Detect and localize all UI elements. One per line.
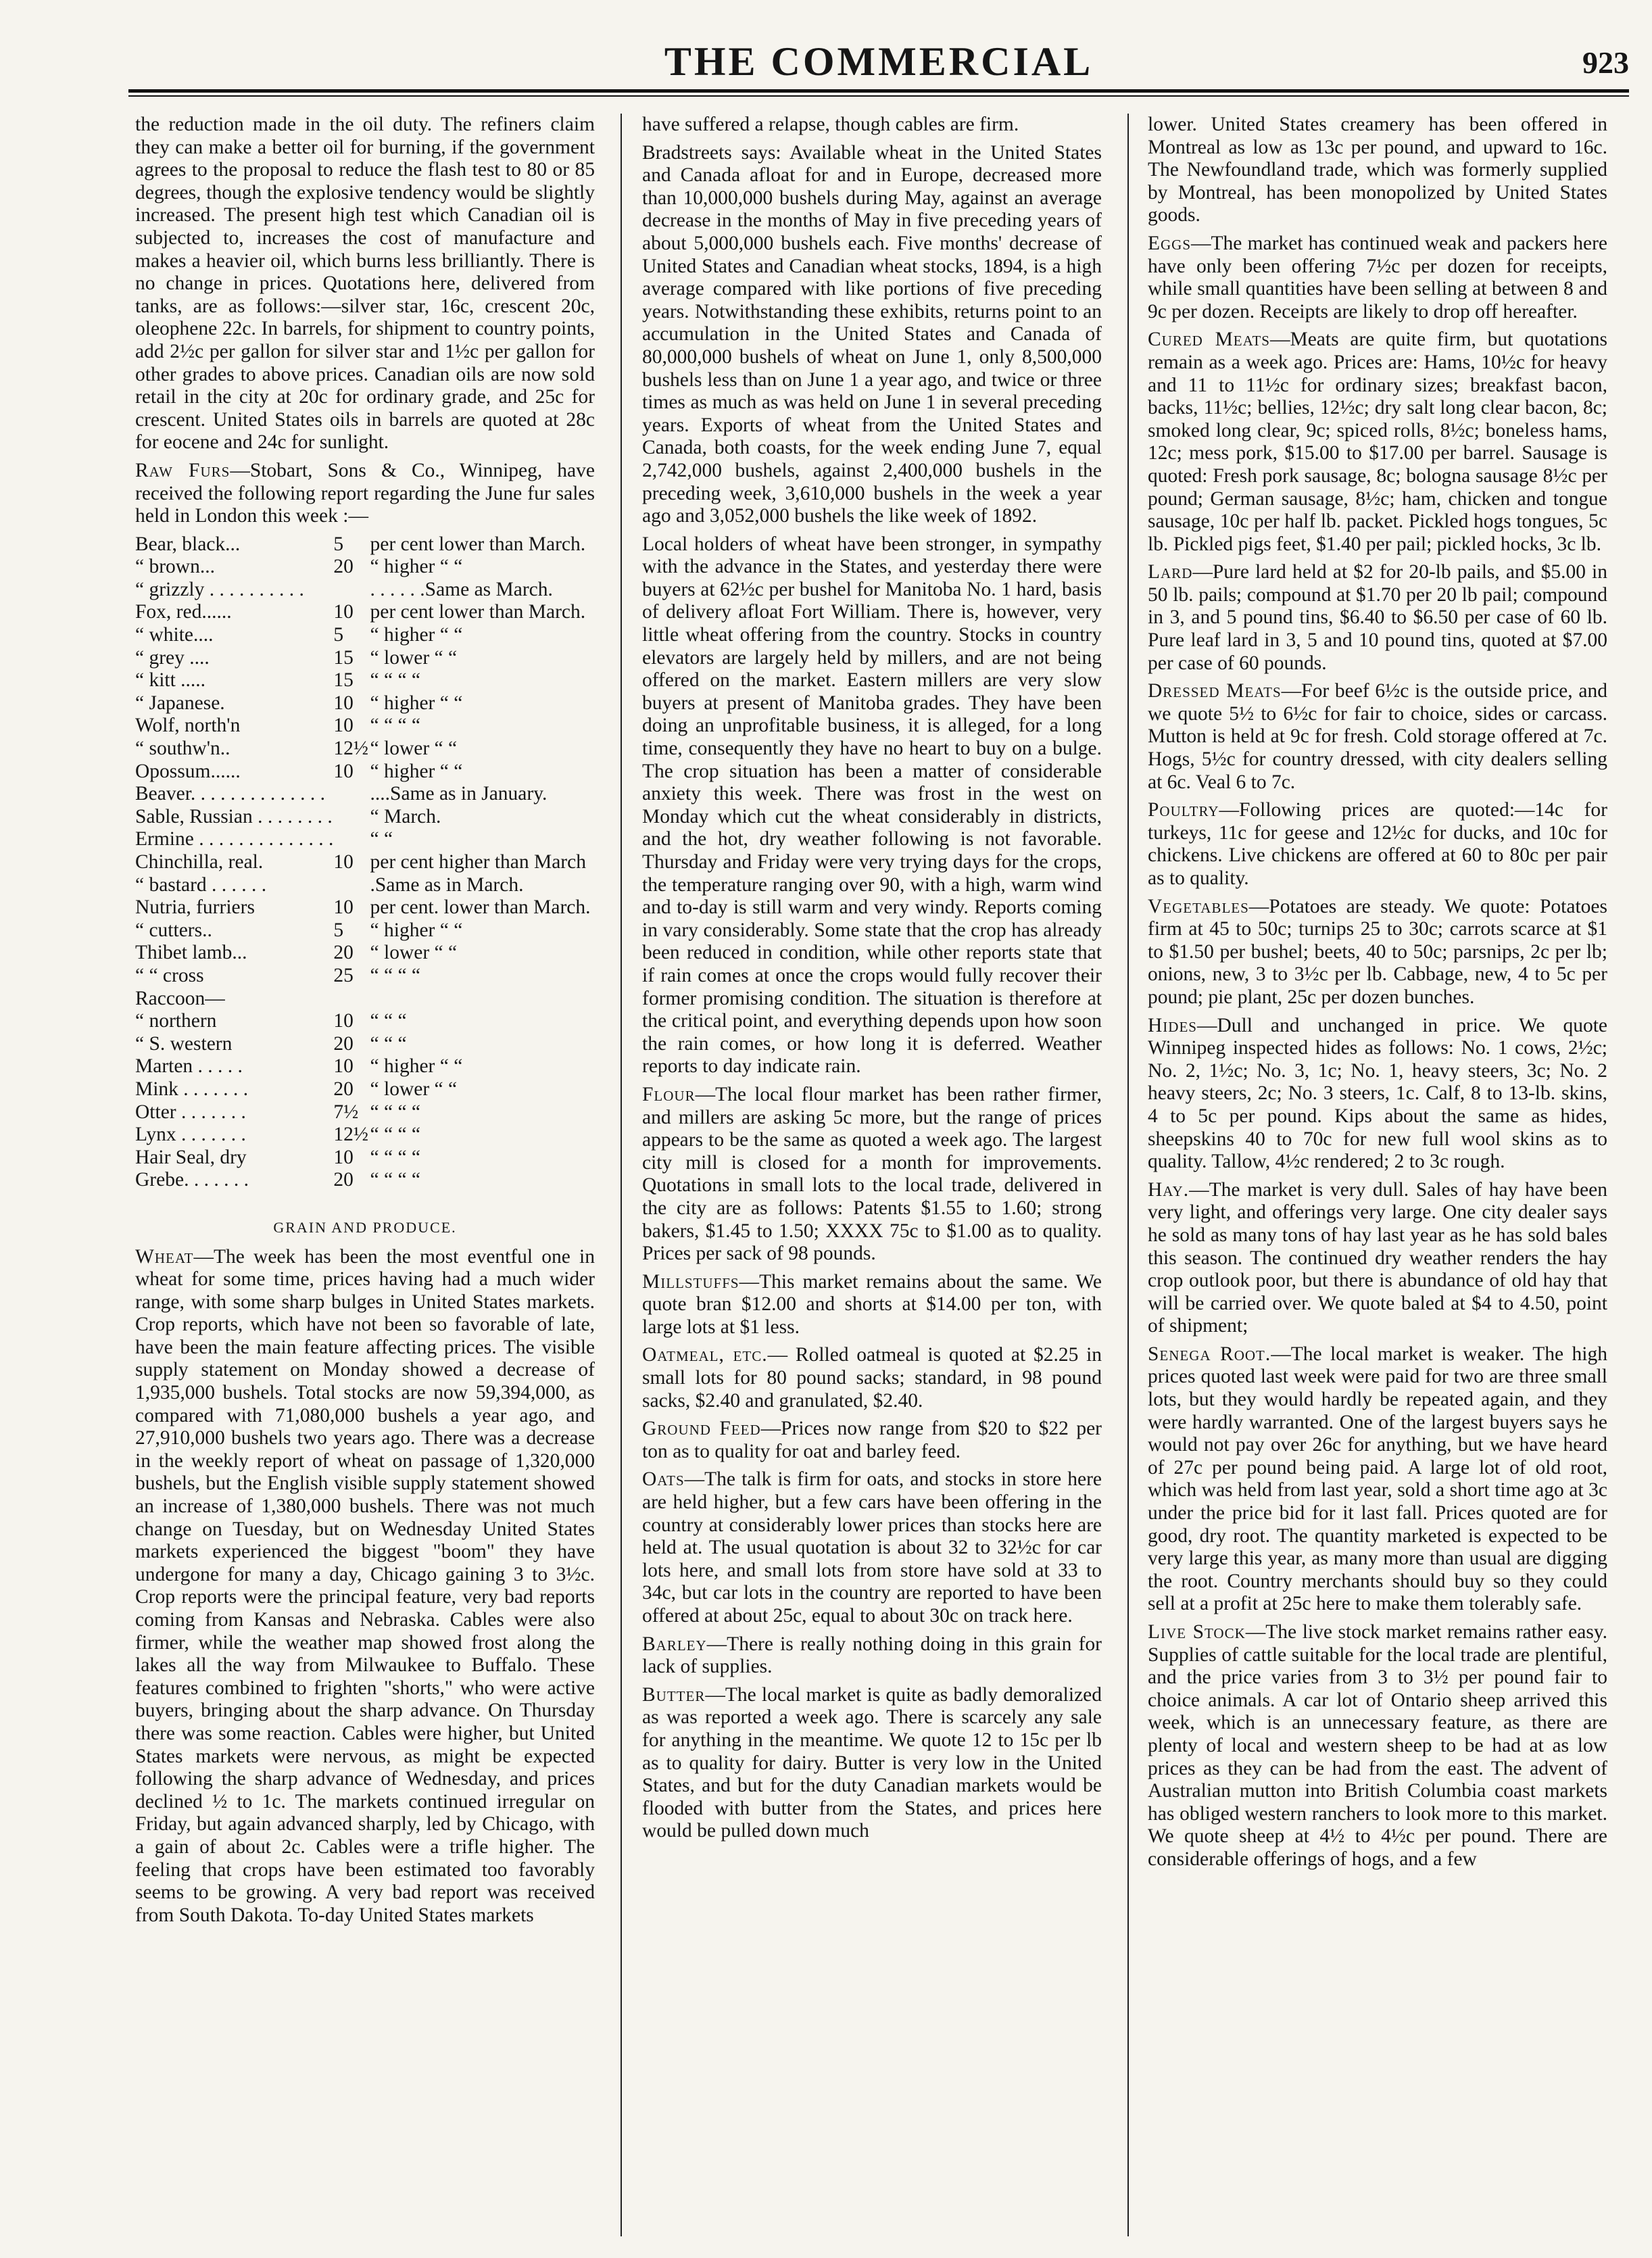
fur-change: “ lower “ “ — [370, 942, 458, 964]
section-heading: GRAIN AND PRODUCE. — [273, 1218, 457, 1236]
fur-name: Fox, red...... — [135, 601, 232, 623]
fur-change: “ higher “ “ — [370, 556, 463, 578]
fur-row — [135, 919, 595, 942]
header-rule-thin — [128, 95, 1629, 97]
hides-heading: Hides — [1148, 1014, 1197, 1036]
fur-percent: 10 — [333, 1010, 354, 1032]
fur-row — [135, 669, 595, 692]
fur-row — [135, 965, 595, 988]
fur-percent — [333, 806, 370, 829]
wheat-heading: Wheat — [135, 1245, 194, 1268]
fur-percent: 7½ — [333, 1101, 359, 1123]
fur-percent: 12½ — [333, 1124, 368, 1146]
newspaper-title: THE COMMERCIAL — [664, 39, 1094, 84]
page-number: 923 — [1582, 45, 1629, 80]
fur-change: “ “ “ “ — [370, 715, 421, 737]
fur-percent — [333, 988, 370, 1011]
barley-heading: Barley — [642, 1633, 707, 1655]
fur-row — [135, 1169, 595, 1192]
fur-change: “ higher “ “ — [370, 1055, 463, 1078]
fur-row — [135, 761, 595, 784]
fur-percent: 20 — [333, 1169, 354, 1191]
fur-row — [135, 647, 595, 670]
eggs-text: —The market has continued weak and packers here have only been offering 7½c per dozen for receipts, while small quantities have been selling at between 8 and 9c per dozen. Receipts are likely to drop off hereafter. — [1148, 232, 1607, 322]
fur-name: “ S. western — [135, 1032, 233, 1055]
fur-name: Ermine . . . . . . . . . . . . . . — [135, 828, 334, 850]
raw-furs-text: —Stobart, Sons & Co., Winnipeg, have received the following report regarding the June fur sales held in London this week :— — [135, 459, 595, 527]
cured-meats-paragraph — [1148, 329, 1607, 556]
fur-change: “ “ “ “ — [370, 1124, 421, 1146]
fur-change: per cent. lower than March. — [370, 896, 591, 919]
cured-meats-text: —Meats are quite firm, but quotations remain as a week ago. Prices are: Hams, 10½c for heavy and 11 to 11½c for ordinary sizes; breakfast bacon, backs, 11½c; bellies, 12½c; dry salt long clear bacon, 8c; smoked long clear, 9c; spiced rolls, 8½c; boneless hams, 12c; mess pork, $15.00 to $17.00 per barrel. Sausage is quoted: Fresh pork sausage, 8c; bologna sausage 8½c per pound; German sausage, 8½c; ham, chicken and tongue sausage, 10c per half lb. packet. Pickled hogs tongues, 5c lb. Pickled pigs feet, $1.40 per pail; pickled hocks, 3c lb. — [1148, 329, 1607, 555]
fur-name: Marten . . . . . — [135, 1055, 243, 1078]
ground-feed-paragraph — [642, 1418, 1102, 1463]
fur-percent — [333, 783, 370, 806]
fur-name: “ kitt ..... — [135, 669, 206, 692]
fur-row — [135, 896, 595, 919]
column-1 — [135, 114, 595, 2236]
column-divider-1 — [621, 114, 622, 2236]
fur-name: “ grizzly . . . . . . . . . . — [135, 578, 304, 600]
millstuffs-heading: Millstuffs — [642, 1270, 739, 1293]
fur-name: “ southw'n.. — [135, 738, 230, 760]
eggs-paragraph — [1148, 233, 1607, 323]
fur-change: “ “ “ “ — [370, 964, 421, 986]
column-divider-2 — [1127, 114, 1129, 2236]
fur-name: Grebe. . . . . . . — [135, 1169, 249, 1191]
butter-heading: Butter — [642, 1683, 706, 1706]
fur-change: . . . . . .Same as March. — [370, 578, 553, 600]
fur-percent: 10 — [333, 692, 354, 714]
butter-paragraph — [642, 1684, 1102, 1843]
hay-paragraph — [1148, 1179, 1607, 1338]
fur-change: “ higher “ “ — [370, 760, 463, 782]
fur-row — [135, 738, 595, 761]
fur-row — [135, 942, 595, 965]
flour-heading: Flour — [642, 1083, 696, 1105]
oatmeal-heading: Oatmeal, etc. — [642, 1344, 768, 1366]
barley-text: —There is really nothing doing in this grain for lack of supplies. — [642, 1633, 1102, 1678]
oats-text: —The talk is firm for oats, and stocks in store here are held higher, but a few cars have been offering in the country at considerably lower prices than stocks here are held at. The usual quotation is about 32 to 32½c for car lots here, and small lots from store have sold at 33 to 34c, but car lots in the country are reported to have been offered at about 25c, equal to about 30c on track here. — [642, 1468, 1102, 1627]
lard-paragraph — [1148, 561, 1607, 675]
fur-percent: 20 — [333, 1032, 354, 1055]
ground-feed-text: —Prices now range from $20 to $22 per ton as to quality for oat and barley feed. — [642, 1418, 1102, 1462]
fur-name: “ bastard . . . . . . — [135, 873, 267, 896]
fur-name: “ brown... — [135, 556, 215, 578]
fur-change: .Same as in March. — [370, 873, 524, 896]
fur-percent: 10 — [333, 601, 354, 623]
fur-row — [135, 579, 595, 602]
fur-percent: 15 — [333, 669, 354, 692]
fur-name: Thibet lamb... — [135, 942, 247, 964]
butter-text: —The local market is quite as badly demoralized as was reported a week ago. There is scarcely any sale for anything in the meantime. We quote 12 to 15c per lb as to quality for dairy. Butter is very low in the United States, and but for the duty Canadian markets would be flooded with butter from the States, and prices here would be pulled down much — [642, 1683, 1102, 1842]
senega-root-text: —The local market is weaker. The high prices quoted last week were paid for two are three small lots, but they would hardly be repeated again, and they were hardly warranted. One of the largest buyers says he would not pay over 26c for anything, but we have heard of 27c per pound being paid. A large lot of old root, which was held from last year, sold a short time ago at 3c under the price bid for it last fall. Prices quoted are for good, dry root. The quantity marketed is expected to be very large this year, as many more than usual are digging the root. Country merchants should buy so they could sell at a profit at 25c here to make them tolerably safe. — [1148, 1343, 1607, 1615]
eggs-heading: Eggs — [1148, 232, 1192, 254]
oatmeal-paragraph — [642, 1344, 1102, 1412]
fur-percent: 10 — [333, 715, 354, 737]
masthead — [128, 39, 1629, 84]
fur-change: per cent higher than March — [370, 851, 586, 873]
fur-name: Lynx . . . . . . . — [135, 1124, 246, 1146]
wheat-continued: have suffered a relapse, though cables are firm. — [642, 114, 1019, 135]
dressed-meats-heading: Dressed Meats — [1148, 680, 1282, 702]
fur-name: Beaver. . . . . . . . . . . . . . — [135, 783, 326, 805]
fur-change: “ “ “ — [370, 1010, 407, 1032]
fur-percent: 20 — [333, 1078, 354, 1100]
live-stock-text: —The live stock market remains rather easy. Supplies of cattle suitable for the local trade are plentiful, and the price varies from 3 to 3½ per pound fair to choice animals. A car lot of Ontario sheep arrived this week, which is an unnecessary feature, as there are plenty of local and western sheep to be had at as low prices as they can be had from the east. The advent of Australian mutton into British Columbia coast markets has obliged western ranchers to look more to this market. We quote sheep at 4½ to 4½c per pound. There are considerable offerings of hogs, and a few — [1148, 1621, 1607, 1870]
fur-change: “ “ “ “ — [370, 1101, 421, 1123]
fur-row — [135, 828, 595, 851]
column-3 — [1148, 114, 1607, 2236]
fur-change: ....Same as in January. — [370, 783, 548, 805]
fur-percent: 15 — [333, 646, 354, 669]
header-rule-thick — [128, 89, 1629, 93]
fur-row — [135, 1010, 595, 1033]
fur-percent: 5 — [333, 533, 344, 555]
flour-paragraph — [642, 1084, 1102, 1266]
hay-text: —The market is very dull. Sales of hay have been very light, and offerings very large. One city dealer says he sold as many tons of hay last year as he has sold bales this season. The continued dry weather renders the hay crop outlook poor, but there is abundance of old hay that will be carried over. We quote baled at $4 to 4.50, point of shipment; — [1148, 1178, 1607, 1337]
fur-row — [135, 988, 595, 1011]
fur-change — [370, 988, 595, 1011]
fur-percent — [333, 874, 370, 897]
fur-row — [135, 1078, 595, 1101]
fur-percent: 12½ — [333, 738, 368, 760]
fur-name: Hair Seal, dry — [135, 1146, 247, 1168]
fur-percent: 10 — [333, 896, 354, 919]
fur-percent: 10 — [333, 1055, 354, 1078]
poultry-heading: Poultry — [1148, 799, 1219, 821]
fur-percent — [333, 579, 370, 602]
barley-paragraph — [642, 1633, 1102, 1679]
fur-percent: 10 — [333, 1146, 354, 1168]
hides-text: —Dull and unchanged in price. We quote Winnipeg inspected hides as follows: No. 1 cows, 2½c; No. 2, 1½c; No. 3, 1c; No. 1, heavy steers, 3c; No. 2 heavy steers, 2c; No. 3 steers, 1c. Calf, 8 to 13-lb. skins, 4 to 5c per pound. Kips about the same as hides, sheepskins 40 to 70c for new full wool skins as to quality. Tallow, 4½c rendered; 2 to 3c rough. — [1148, 1014, 1607, 1173]
fur-change: “ higher “ “ — [370, 692, 463, 714]
fur-change: “ lower “ “ — [370, 1078, 458, 1100]
fur-percent: 10 — [333, 851, 354, 873]
fur-row — [135, 1147, 595, 1170]
oatmeal-text: — Rolled oatmeal is quoted at $2.25 in small lots for 80 pound sacks; standard, in 98 pound sacks, $2.40 and granulated, $2.40. — [642, 1344, 1102, 1412]
ground-feed-heading: Ground Feed — [642, 1418, 761, 1440]
fur-name: “ white.... — [135, 624, 214, 646]
flour-text: —The local flour market has been rather firmer, and millers are asking 5c more, but the range of prices appears to be the same as quoted a week ago. The largest city mill is closed for a month for improvements. Quotations in small lots to the local trade, delivered in the city are as follows: Patents $1.55 to 1.60; strong bakers, $1.45 to 1.50; XXXX 75c to $1.00 as to quality. Prices per sack of 98 pounds. — [642, 1083, 1102, 1265]
fur-change: “ “ “ “ — [370, 1169, 421, 1191]
fur-row — [135, 692, 595, 715]
fur-prices-table — [135, 533, 595, 1192]
fur-percent: 5 — [333, 919, 344, 941]
vegetables-text: —Potatoes are steady. We quote: Potatoes firm at 45 to 50c; turnips 25 to 30c; carrots scarce at $1 to $1.50 per bushel; beets, 40 to 50c; parsnips, 2c per lb; onions, new, 3 to 3½c per lb. Cabbage, new, 4 to 5c per pound; pie plant, 25c per dozen bunches. — [1148, 895, 1607, 1008]
poultry-text: —Following prices are quoted:—14c for turkeys, 11c for geese and 12½c for ducks, and 10c for chickens. Live chickens are offered at 60 to 80c per pair as to quality. — [1148, 799, 1607, 889]
fur-percent: 20 — [333, 942, 354, 964]
oil-paragraph: the reduction made in the oil duty. The refiners claim they can make a better oil for burning, if the government agrees to the proposal to reduce the flash test to 80 or 85 degrees, though the explosive tendency would be slightly increased. The present high test which Canadian oil is subjected to, increases the cost of manufacture and makes a heavier oil, which burns less brilliantly. There is no change in prices. Quotations here, delivered from tanks, are as follows:—silver star, 16c, crescent 20c, oleophene 22c. In barrels, for shipment to country points, add 2½c per gallon for silver star and 1½c per gallon for other grades to above prices. Canadian oils are now sold retail in the city at 20c for ordinary grade, and 25c for crescent. United States oils in barrels are quoted at 28c for eocene and 24c for sunlight. — [135, 114, 595, 454]
butter-continued: lower. United States creamery has been offered in Montreal as low as 13c per pound, and upward to 16c. The Newfoundland trade, which was formerly supplied by Montreal, has been monopolized by United States goods. — [1148, 114, 1607, 226]
raw-furs-heading: Raw Furs — [135, 459, 230, 481]
fur-change: “ lower “ “ — [370, 738, 458, 760]
raw-furs-paragraph — [135, 460, 595, 528]
fur-name: Wolf, north'n — [135, 715, 241, 737]
wheat-text: —The week has been the most eventful one in wheat for some time, prices having had a much wider range, with some sharp bulges in United States markets. Crop reports, which have not been so favorable of late, have been the main feature affecting prices. The visible supply statement on Monday showed a decrease of 1,935,000 bushels. Total stocks are now 59,394,000, as compared with 71,080,000 bushels a year ago, and 27,910,000 bushels two years ago. There was a decrease in the weekly report of wheat on passage of 1,320,000 bushels, but the English visible supply statement showed an increase of 1,380,000 bushels. There was not much change on Tuesday, but on Wednesday United States markets experienced the biggest "boom" they have undergone for many a day, Chicago gaining 3 to 3½c. Crop reports were the principal feature, very bad reports coming from Kansas and Nebraska. Cables were also firmer, while the weather map showed frost along the lakes all the way from Milwaukee to Buffalo. These features combined to frighten "shorts," who were active buyers, bringing about the sharp advance. On Thursday there was some reaction. Cables were higher, but United States markets were nervous, as might be expected following the sharp advance of Wednesday, and prices declined ½ to 1c. The markets continued irregular on Friday, but again advanced sharply, led by Chicago, with a gain of about 2c. Cables were a trifle higher. The feeling that crops have been estimated too favorably seems to be growing. A very bad report was received from South Dakota. To-day United States markets — [135, 1245, 595, 1926]
fur-row — [135, 1033, 595, 1056]
fur-name: Raccoon— — [135, 987, 225, 1009]
fur-change: “ “ — [370, 828, 393, 850]
fur-row — [135, 715, 595, 738]
local-holders-paragraph: Local holders of wheat have been stronger, in sympathy with the advance in the States, and yesterday there were buyers at 62½c per bushel for Manitoba No. 1 hard, basis of delivery afloat Fort William. There is, however, very little wheat offering from the country. Stocks in country elevators are largely held by millers, and are not being offered on the market. Eastern millers are very slow buyers at present of Manitoba grades. They have been doing an unprofitable business, it is alleged, for a long time, consequently they have no heart to buy on a bulge. The crop situation has been a matter of considerable anxiety this week. There was frost in the west on Monday which cut the wheat considerably in districts, and the hot, dry weather following is not favorable. Thursday and Friday were very trying days for the crops, the temperature ranging over 90, with a high, warm wind and to-day is still warm and very windy. Reports coming in vary considerably. Some state that the crop has already been reduced in condition, while other reports state that if rain comes at once the crops would fully recover their former promising condition. The situation is therefore at the critical point, and everything depends upon how soon the rain comes, or how long it is deferred. Weather reports to day indicate rain. — [642, 533, 1102, 1078]
fur-percent: 20 — [333, 556, 354, 578]
fur-name: Sable, Russian . . . . . . . . — [135, 805, 333, 827]
hay-heading: Hay. — [1148, 1178, 1190, 1201]
vegetables-paragraph — [1148, 896, 1607, 1009]
fur-percent: 25 — [333, 964, 354, 986]
fur-change: “ “ “ “ — [370, 1146, 421, 1168]
live-stock-paragraph — [1148, 1621, 1607, 1871]
fur-change: “ “ “ “ — [370, 669, 421, 692]
senega-root-heading: Senega Root. — [1148, 1343, 1271, 1365]
cured-meats-heading: Cured Meats — [1148, 329, 1270, 351]
fur-change: “ lower “ “ — [370, 646, 458, 669]
fur-row — [135, 1124, 595, 1147]
fur-row — [135, 624, 595, 647]
fur-row — [135, 601, 595, 624]
fur-row — [135, 556, 595, 579]
fur-row — [135, 806, 595, 829]
fur-name: “ Japanese. — [135, 692, 225, 714]
lard-heading: Lard — [1148, 561, 1193, 583]
live-stock-heading: Live Stock — [1148, 1621, 1246, 1643]
fur-row — [135, 783, 595, 806]
bradstreets-paragraph: Bradstreets says: Available wheat in the United States and Canada afloat for and in Europe, decreased more than 10,000,000 bushels during May, against an average decrease in the months of May in five preceding years of about 5,000,000 bushels each. Five months' decrease of United States and Canadian wheat stocks, 1894, is a high average compared with like portions of five preceding years. Notwithstanding these exhibits, returns point to an accumulation in the United States and Canada of 80,000,000 bushels of wheat on June 1, only 8,500,000 bushels less than on June 1 a year ago, and twice or three times as much as was held on June 1 in several preceding years. Exports of wheat from the United States and Canada, both coasts, for the week ending June 7, equal 2,742,000 bushels, against 2,400,000 bushels in the preceding week, 3,610,000 bushels in the week a year ago and 3,052,000 bushels the like week of 1892. — [642, 141, 1102, 527]
fur-row — [135, 874, 595, 897]
vegetables-heading: Vegetables — [1148, 895, 1249, 917]
fur-change: per cent lower than March. — [370, 533, 586, 555]
fur-name: “ cutters.. — [135, 919, 212, 941]
fur-row — [135, 533, 595, 556]
dressed-meats-paragraph — [1148, 680, 1607, 794]
fur-row — [135, 851, 595, 874]
fur-name: Otter . . . . . . . — [135, 1101, 246, 1123]
fur-percent — [333, 828, 370, 851]
oats-paragraph — [642, 1468, 1102, 1627]
fur-name: Mink . . . . . . . — [135, 1078, 249, 1100]
fur-row — [135, 1101, 595, 1124]
fur-name: “ “ cross — [135, 964, 204, 986]
dressed-meats-text: —For beef 6½c is the outside price, and we quote 5½ to 6½c for fair to choice, sides or carcass. Mutton is held at 9c for fresh. Cold storage offered at 7c. Hogs, 5½c for country dressed, with city dealers selling at 6c. Veal 6 to 7c. — [1148, 680, 1607, 793]
column-2 — [642, 114, 1102, 2236]
lard-text: —Pure lard held at $2 for 20-lb pails, and $5.00 in 50 lb. pails; compound at $1.70 per 20 lb pail; compound in 3, and 5 pound tins, $6.40 to $6.50 per case of 60 lb. Pure leaf lard in 3, 5 and 10 pound tins, quoted at $7.00 per case of 60 pounds. — [1148, 561, 1607, 674]
fur-name: Opossum...... — [135, 760, 241, 782]
fur-change: per cent lower than March. — [370, 601, 586, 623]
millstuffs-paragraph — [642, 1271, 1102, 1339]
senega-root-paragraph — [1148, 1343, 1607, 1616]
fur-change: “ higher “ “ — [370, 624, 463, 646]
fur-percent: 5 — [333, 624, 344, 646]
fur-name: “ grey .... — [135, 646, 210, 669]
millstuffs-text: —This market remains about the same. We quote bran $12.00 and shorts at $14.00 per ton, with large lots at $1 less. — [642, 1270, 1102, 1338]
fur-name: Nutria, furriers — [135, 896, 255, 919]
fur-row — [135, 1055, 595, 1078]
fur-change: “ March. — [370, 805, 441, 827]
fur-change: “ higher “ “ — [370, 919, 463, 941]
hides-paragraph — [1148, 1015, 1607, 1174]
wheat-paragraph — [135, 1246, 595, 1927]
poultry-paragraph — [1148, 799, 1607, 890]
oats-heading: Oats — [642, 1468, 685, 1491]
fur-percent: 10 — [333, 760, 354, 782]
fur-name: Chinchilla, real. — [135, 851, 264, 873]
fur-name: Bear, black... — [135, 533, 241, 555]
fur-name: “ northern — [135, 1010, 217, 1032]
fur-change: “ “ “ — [370, 1032, 407, 1055]
